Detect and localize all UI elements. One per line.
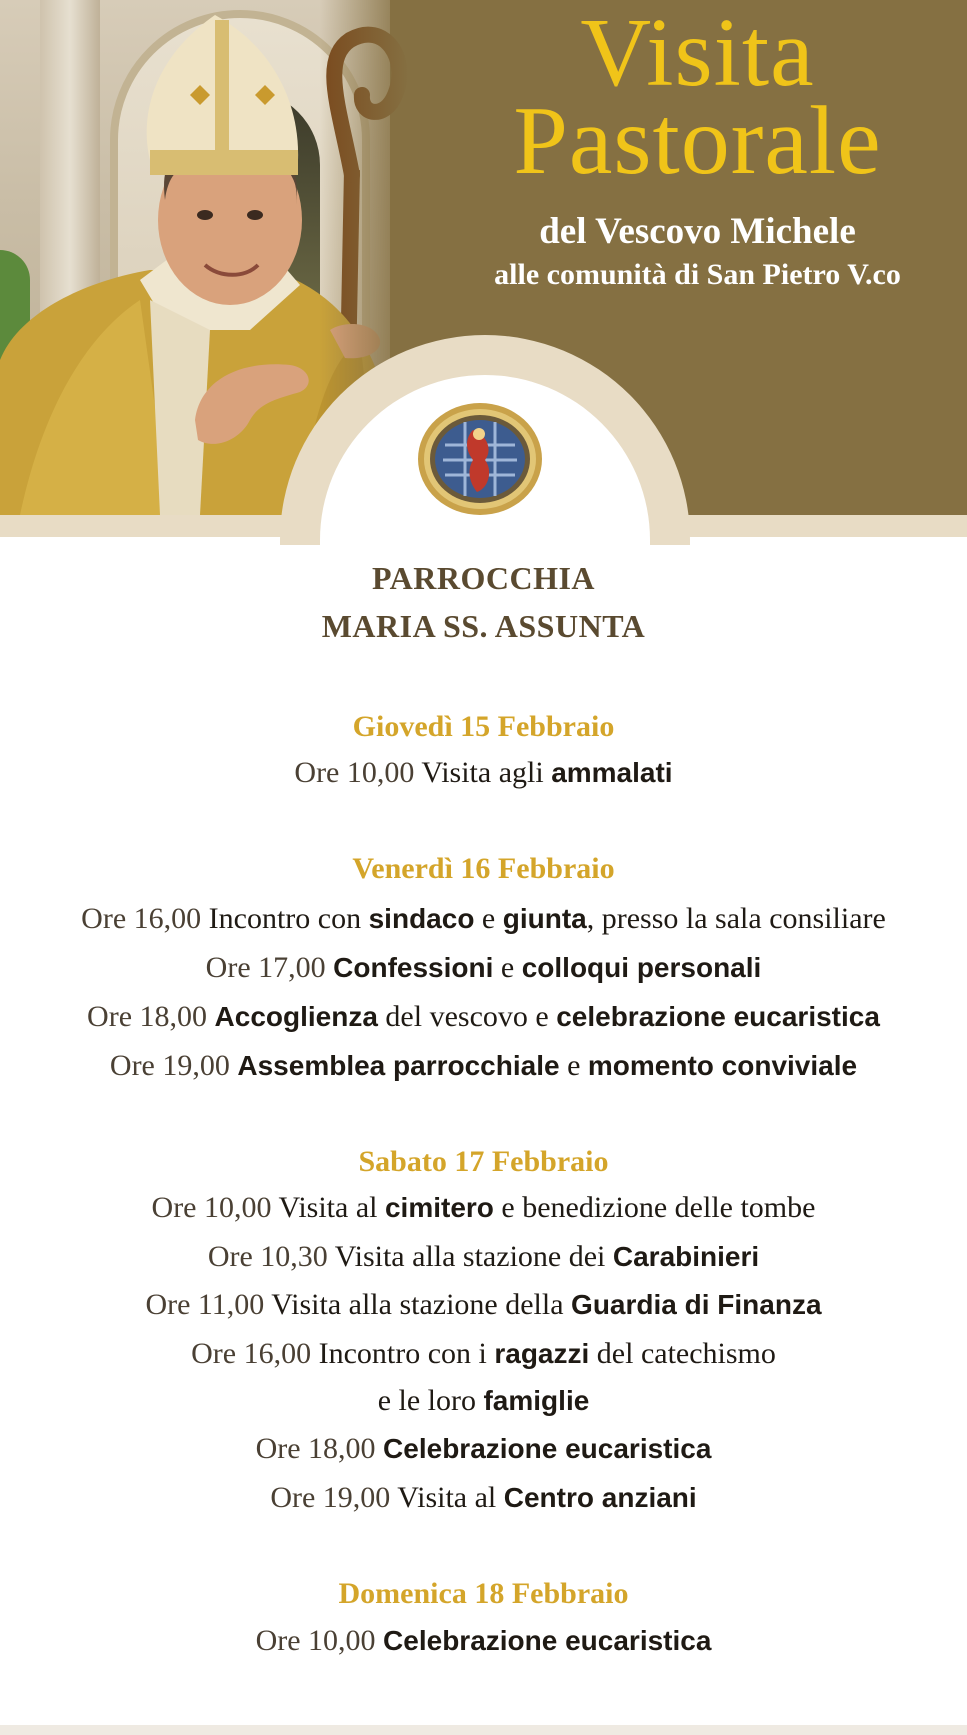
schedule-line [0,756,967,790]
event-time: Ore 19,00 [270,1481,398,1514]
event-time: Ore 10,30 [207,1240,335,1273]
event-highlight: sindaco [368,903,475,934]
event-text: e [493,951,522,984]
event-time: Ore 11,00 [145,1288,272,1321]
parish-name-line-2: MARIA SS. ASSUNTA [321,608,646,644]
event-highlight: cimitero [384,1192,494,1223]
schedule-line [0,951,967,985]
schedule-line [0,1384,967,1418]
schedule-line [0,1240,967,1274]
event-highlight: Celebrazione eucaristica [383,1625,712,1656]
event-text: Visita alla stazione dei [334,1240,613,1273]
schedule-line [0,1000,967,1034]
event-time: Ore 10,00 [255,1624,384,1657]
schedule-line [0,1481,967,1515]
diocese-emblem-icon [415,400,545,518]
day-title-sunday: Domenica 18 Febbraio [338,1577,629,1610]
event-highlight: Centro anziani [503,1482,697,1513]
event-text: Visita agli [421,756,552,789]
day-title-friday: Venerdì 16 Febbraio [352,852,615,885]
event-time: Ore 18,00 [87,1000,215,1033]
event-highlight: Assemblea parrocchiale [237,1050,560,1081]
event-text: Incontro con [208,902,369,935]
event-highlight: giunta [502,903,587,934]
schedule-line [0,1049,967,1083]
event-time: Ore 10,00 [151,1191,279,1224]
event-text: , presso la sala consiliare [586,902,886,935]
event-text: e [474,902,503,935]
event-highlight: Carabinieri [612,1241,760,1272]
schedule-line [0,902,967,936]
event-time: Ore 10,00 [294,756,422,789]
schedule-line [0,1191,967,1225]
event-text: e [559,1049,588,1082]
event-highlight: Guardia di Finanza [571,1289,822,1320]
event-time: Ore 17,00 [205,951,334,984]
event-highlight: momento conviviale [587,1050,858,1081]
event-text: del catechismo [589,1337,776,1370]
subtitle-bishop: del Vescovo Michele [539,211,856,252]
schedule-line [0,1288,967,1322]
subtitle-community: alle comunità di San Pietro V.co [494,258,901,291]
schedule-line [0,1432,967,1466]
schedule-line [0,1624,967,1658]
event-time: Ore 19,00 [109,1049,238,1082]
event-highlight: Celebrazione eucaristica [383,1433,712,1464]
day-title-thursday: Giovedì 15 Febbraio [352,710,615,743]
day-title-saturday: Sabato 17 Febbraio [358,1145,609,1178]
parish-name-line-1: PARROCCHIA [371,560,596,596]
event-highlight: Accoglienza [214,1001,378,1032]
event-text: e le loro [377,1384,484,1417]
event-highlight: colloqui personali [521,952,762,983]
event-highlight: ragazzi [494,1338,590,1369]
main-title [440,0,955,196]
event-text: del vescovo e [377,1000,557,1033]
event-text: e benedizione delle tombe [493,1191,816,1224]
schedule-line [0,1337,967,1371]
event-text: Visita al [278,1191,385,1224]
event-text: Visita alla stazione della [271,1288,572,1321]
title-line-1: Visita [580,0,815,107]
event-time: Ore 16,00 [191,1337,319,1370]
event-highlight: celebrazione eucaristica [556,1001,880,1032]
event-highlight: Confessioni [333,952,494,983]
bottom-bar [0,1725,967,1735]
event-highlight: famiglie [483,1385,590,1416]
event-time: Ore 18,00 [255,1432,384,1465]
event-text: Visita al [397,1481,504,1514]
event-time: Ore 16,00 [81,902,209,935]
event-highlight: ammalati [551,757,673,788]
title-line-2: Pastorale [513,87,882,196]
event-text: Incontro con i [318,1337,495,1370]
